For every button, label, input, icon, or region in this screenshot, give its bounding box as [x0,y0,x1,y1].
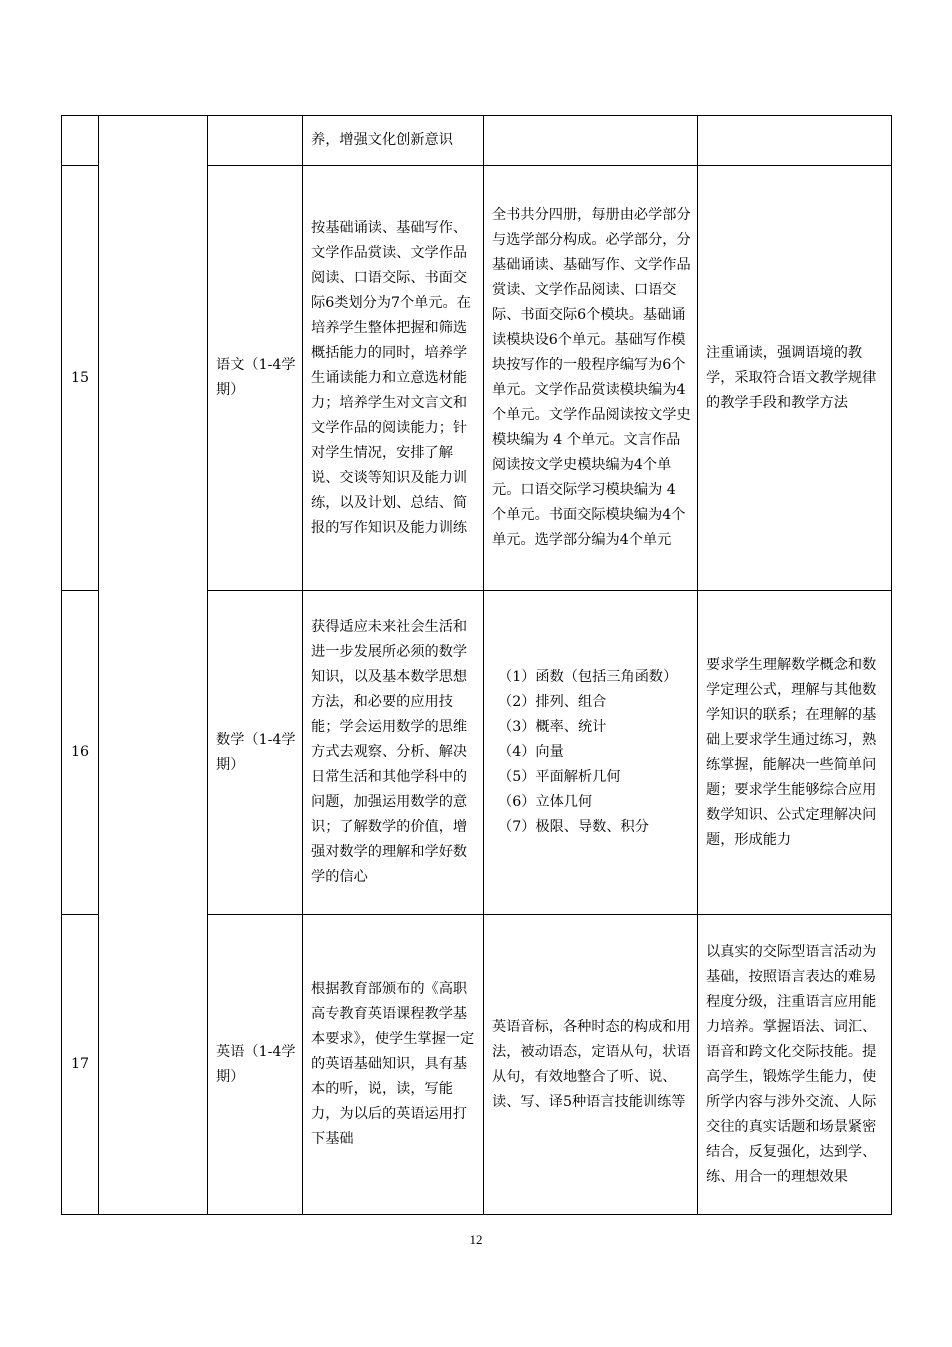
course-content: 英语音标，各种时态的构成和用法，被动语态，定语从句，状语从句，有效地整合了听、说、读、写、译5种语言技能训练等 [484,915,698,1215]
course-objective: 获得适应未来社会生活和进一步发展所必须的数学知识，以及基本数学思想方法，和必要的应用技能；学会运用数学的思维方式去观察、分析、解决日常生活和其他学科中的问题，加强运用数学的意识；了解数学的价值，增强对数学的理解和学好数学的信心 [303,591,484,915]
row-number: 15 [62,166,99,591]
list-item: （5）平面解析几何 [498,769,621,785]
list-item: （6）立体几何 [498,794,593,810]
category-cell [99,116,208,1215]
teaching-requirements: 以真实的交际型语言活动为基础，按照语言表达的难易程度分级，注重语言应用能力培养。掌握语法、词汇、语音和跨文化交际技能。提高学生，锻炼学生能力，使所学内容与涉外交流、人际交往的真实话题和场景紧密结合，反复强化，达到学、练、用合一的理想效果 [698,915,892,1215]
teaching-requirements [698,116,892,166]
course-name: 数学（1-4学期） [208,591,303,915]
curriculum-table [61,115,892,1215]
row-number: 17 [62,915,99,1215]
table-row [62,116,892,166]
course-content [484,591,698,915]
course-content [484,116,698,166]
course-objective: 按基础诵读、基础写作、文学作品赏读、文学作品阅读、口语交际、书面交际6类划分为7个单元。在培养学生整体把握和筛选概括能力的同时，培养学生诵读能力和立意选材能力；培养学生对文言文和文学作品的阅读能力；针对学生情况，安排了解说、交谈等知识及能力训练，以及计划、总结、简报的写作知识及能力训练 [303,166,484,591]
course-objective: 养，增强文化创新意识 [303,116,484,166]
list-item: （7）极限、导数、积分 [498,819,649,835]
course-name [208,116,303,166]
course-name: 语文（1-4学期） [208,166,303,591]
page-number: 12 [469,1232,483,1247]
row-number [62,116,99,166]
content-list [492,665,693,840]
course-objective: 根据教育部颁布的《高职高专教育英语课程教学基本要求》，使学生掌握一定的英语基础知识，具有基本的听，说，读，写能力，为以后的英语运用打下基础 [303,915,484,1215]
list-item: （2）排列、组合 [498,694,607,710]
teaching-requirements: 要求学生理解数学概念和数学定理公式，理解与其他数学知识的联系；在理解的基础上要求学生通过练习，熟练掌握，能解决一些简单问题；要求学生能够综合应用数学知识、公式定理解决问题，形成能力 [698,591,892,915]
list-item: （1）函数（包括三角函数） [498,669,678,685]
course-content: 全书共分四册，每册由必学部分与选学部分构成。必学部分，分基础诵读、基础写作、文学作品赏读、文学作品阅读、口语交际、书面交际6个模块。基础诵读模块设6个单元。基础写作模块按写作的一般程序编写为6个单元。文学作品赏读模块编为4个单元。文学作品阅读按文学史模块编为 4 个单元。文言作品阅读按文学史模块编为4个单元。口语交际学习模块编为 4 个单元。书面交际模块编为4个单元。选学部分编为4个单元 [484,166,698,591]
row-number: 16 [62,591,99,915]
list-item: （3）概率、统计 [498,719,607,735]
list-item: （4）向量 [498,744,564,760]
course-name: 英语（1-4学期） [208,915,303,1215]
teaching-requirements: 注重诵读，强调语境的教学，采取符合语文教学规律的教学手段和教学方法 [698,166,892,591]
